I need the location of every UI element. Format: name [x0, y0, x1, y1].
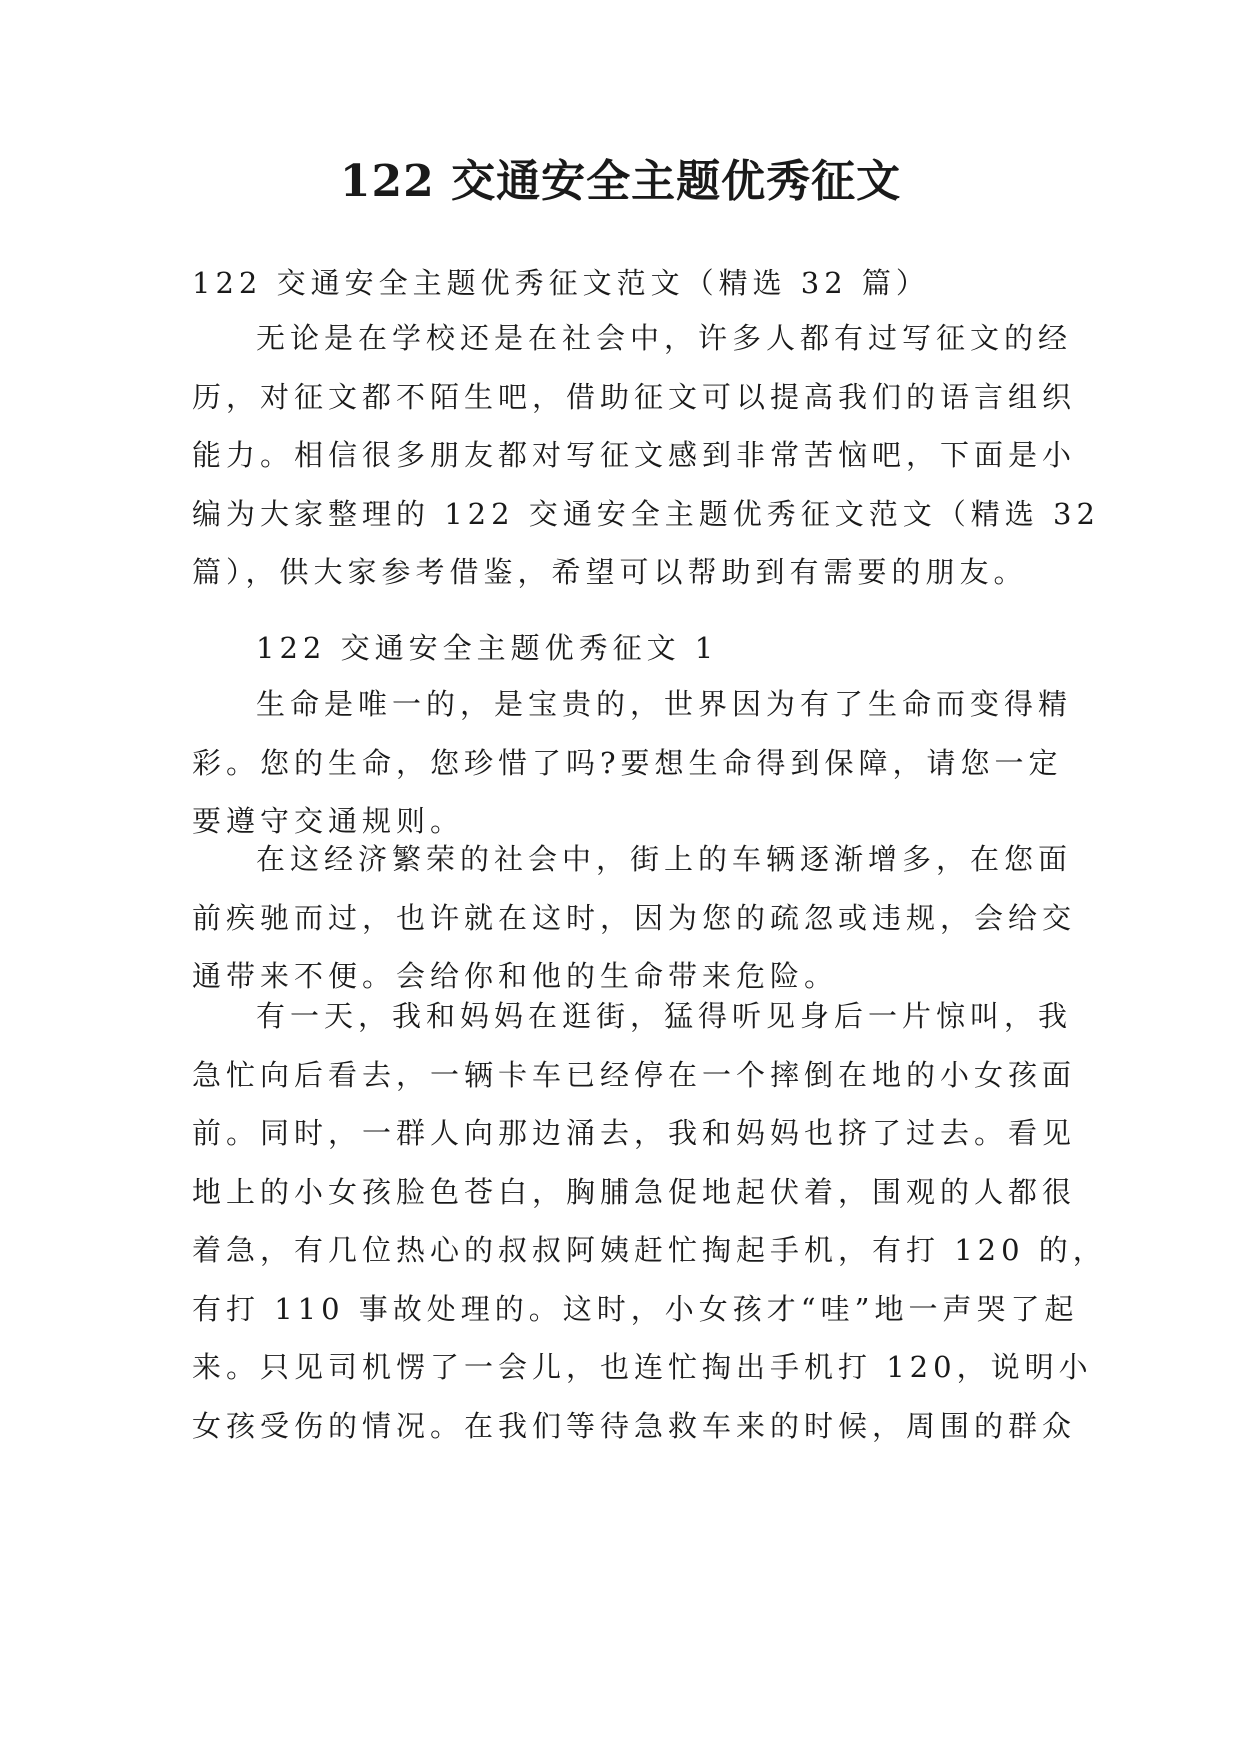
paragraph-line: 有一天，我和妈妈在逛街，猛得听见身后一片惊叫，我 — [256, 999, 1073, 1033]
document-title: 122 交通安全主题优秀征文 — [339, 156, 902, 207]
paragraph-line: 地上的小女孩脸色苍白，胸脯急促地起伏着，围观的人都很 — [192, 1174, 1077, 1209]
paragraph-line: 生命是唯一的，是宝贵的，世界因为有了生命而变得精 — [256, 687, 1073, 721]
intro-line: 能力。相信很多朋友都对写征文感到非常苦恼吧，下面是小 — [192, 438, 1077, 472]
paragraph-line: 前。同时，一群人向那边涌去，我和妈妈也挤了过去。看见 — [192, 1116, 1077, 1150]
paragraph-line: 急忙向后看去，一辆卡车已经停在一个摔倒在地的小女孩面 — [192, 1057, 1077, 1092]
intro-paragraph — [192, 309, 1100, 602]
document-subtitle — [192, 254, 1052, 313]
intro-line: 历，对征文都不陌生吧，借助征文可以提高我们的语言组织 — [192, 379, 1077, 414]
essay-paragraph-3 — [192, 987, 1107, 1455]
paragraph-line: 在这经济繁荣的社会中，街上的车辆逐渐增多，在您面 — [256, 842, 1073, 876]
paragraph-line: 彩。您的生命，您珍惜了吗?要想生命得到保障，请您一定 — [192, 745, 1063, 780]
essay-paragraph-2 — [192, 830, 1077, 1006]
paragraph-line: 有打 110 事故处理的。这时，小女孩才“哇”地一声哭了起 — [192, 1291, 1079, 1326]
paragraph-line: 女孩受伤的情况。在我们等待急救车来的时候，周围的群众 — [192, 1408, 1077, 1443]
essay-paragraph-1 — [192, 675, 1073, 851]
intro-line: 篇），供大家参考借鉴，希望可以帮助到有需要的朋友。 — [192, 555, 1028, 589]
paragraph-line: 通带来不便。会给你和他的生命带来危险。 — [192, 959, 839, 993]
subtitle-line: 122 交通安全主题优秀征文范文（精选 32 篇） — [192, 266, 930, 300]
section-heading-text: 122 交通安全主题优秀征文 1 — [256, 631, 719, 665]
paragraph-line: 来。只见司机愣了一会儿，也连忙掏出手机打 120，说明小 — [192, 1350, 1093, 1384]
paragraph-line: 前疾驰而过，也许就在这时，因为您的疏忽或违规，会给交 — [192, 900, 1077, 935]
paragraph-line: 要遵守交通规则。 — [192, 804, 465, 838]
intro-line: 无论是在学校还是在社会中，许多人都有过写征文的经 — [256, 321, 1073, 355]
section-heading — [192, 619, 1052, 678]
intro-line: 编为大家整理的 122 交通安全主题优秀征文范文（精选 32 — [192, 496, 1100, 531]
paragraph-line: 着急，有几位热心的叔叔阿姨赶忙掏起手机，有打 120 的， — [192, 1233, 1107, 1267]
